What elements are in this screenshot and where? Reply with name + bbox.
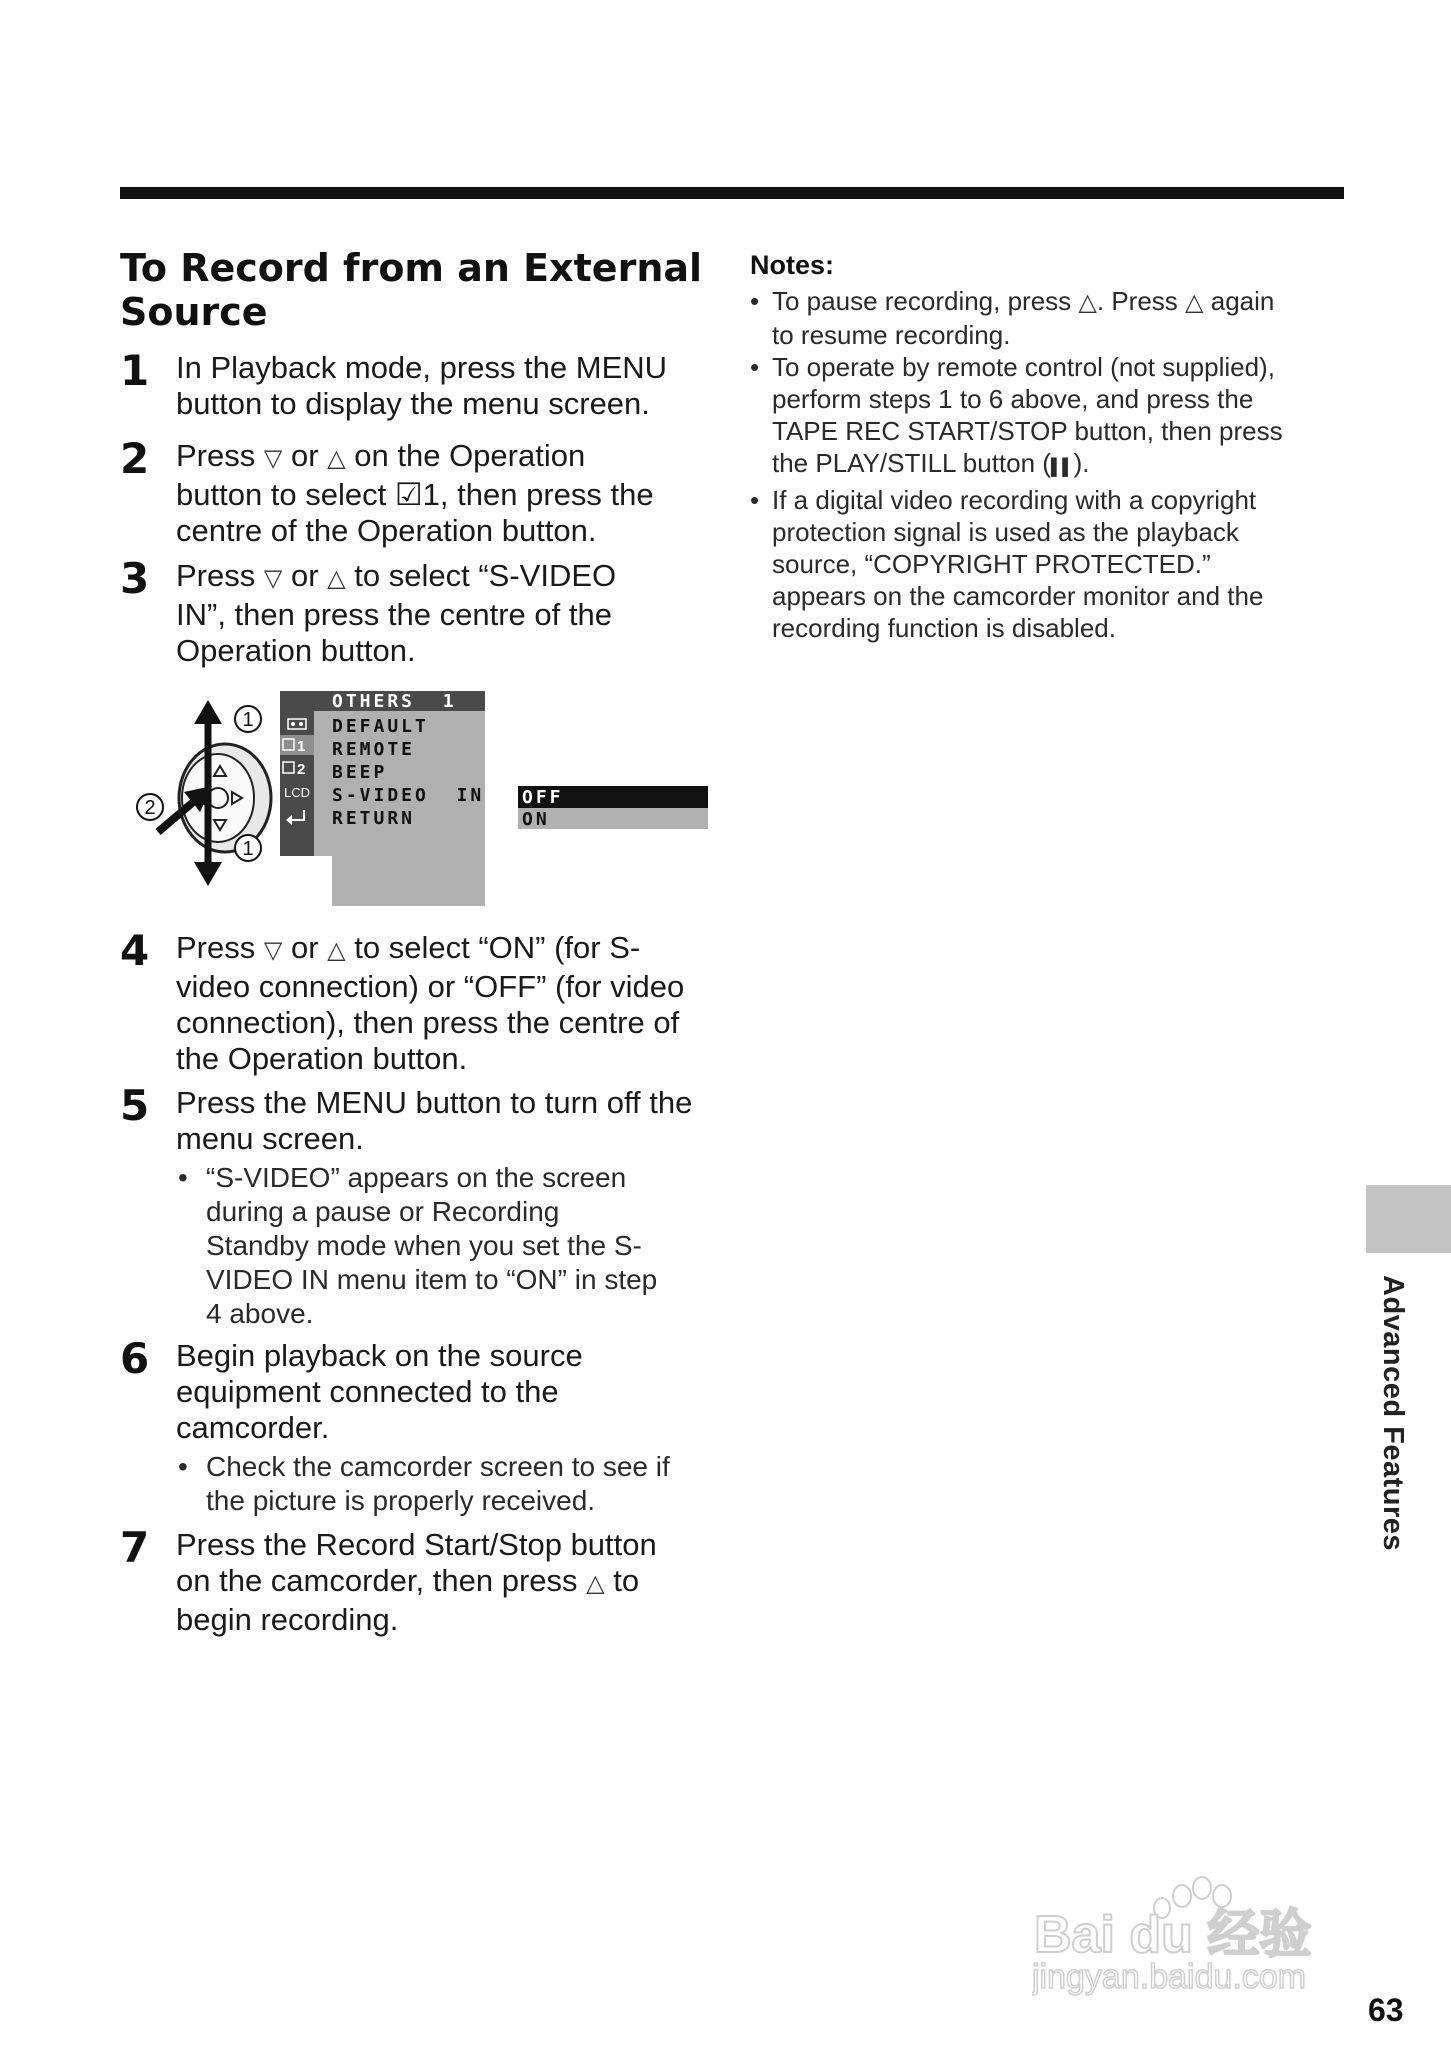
diagram-svg xyxy=(120,688,720,908)
up-arrow-icon: △ xyxy=(1185,289,1204,316)
step-text-line xyxy=(176,438,720,477)
up-arrow-icon: △ xyxy=(327,445,346,472)
step-text-line xyxy=(176,558,720,597)
bullet-icon: • xyxy=(750,485,760,515)
step-number: 1 xyxy=(120,346,150,395)
step-text-line xyxy=(176,1563,720,1602)
step-text-line: button to display the menu screen. xyxy=(176,386,650,421)
diagram-label: 1 xyxy=(242,838,254,860)
diagram-label: 1 xyxy=(242,709,254,731)
heading-line-1: To Record from an External xyxy=(120,246,703,290)
step-text-line: equipment connected to the xyxy=(176,1374,559,1409)
note-line: to resume recording. xyxy=(772,320,1011,350)
menu-item-default: DEFAULT xyxy=(332,716,429,737)
step-text-line: Begin playback on the source xyxy=(176,1338,583,1373)
note-line xyxy=(772,447,1350,484)
note-line: perform steps 1 to 6 above, and press the xyxy=(772,384,1254,414)
up-arrow-icon: △ xyxy=(586,1570,605,1597)
down-arrow-icon: ▽ xyxy=(263,445,283,472)
step-text-line: IN”, then press the centre of the xyxy=(176,597,612,632)
step-text: to select “ON” (for S- xyxy=(354,930,641,965)
watermark-svg xyxy=(1032,1868,1368,1996)
bullet-icon: • xyxy=(750,286,760,316)
bullet-line: 4 above. xyxy=(206,1298,314,1329)
page-number: 63 xyxy=(1368,1992,1404,2028)
step-2 xyxy=(120,434,720,549)
step-text: to select “S-VIDEO xyxy=(354,558,617,593)
step-text-line: menu screen. xyxy=(176,1121,364,1156)
step-text-line: Operation button. xyxy=(176,633,416,668)
note-line: source, “COPYRIGHT PROTECTED.” xyxy=(772,549,1211,579)
step-4 xyxy=(120,926,720,1077)
step-text: on the Operation xyxy=(354,438,586,473)
down-arrow-icon: ▽ xyxy=(263,565,283,592)
note-text: again xyxy=(1210,286,1275,316)
step-text: Press xyxy=(176,930,256,965)
menu-check-icon: ☑ xyxy=(394,477,423,512)
step-text: Press xyxy=(176,558,256,593)
step-text: 1, then press the xyxy=(422,477,654,512)
step-text-line: connection), then press the centre of xyxy=(176,1005,680,1040)
step-6 xyxy=(120,1334,720,1518)
watermark-url: jingyan.baidu.com xyxy=(1032,1958,1307,1996)
menu-diagram xyxy=(120,688,720,908)
step-text: button to select xyxy=(176,477,387,512)
up-arrow-icon: △ xyxy=(327,937,346,964)
note-2 xyxy=(750,351,1350,484)
bullet-line: VIDEO IN menu item to “ON” in step xyxy=(206,1264,658,1295)
step-text-line: begin recording. xyxy=(176,1602,399,1637)
lcd-icon: LCD xyxy=(284,785,311,800)
circled-number-2 xyxy=(137,794,163,820)
step-text-line: the Operation button. xyxy=(176,1041,468,1076)
menu-item-beep: BEEP xyxy=(332,762,388,783)
notes-section xyxy=(750,250,1350,644)
note-line: appears on the camcorder monitor and the xyxy=(772,581,1264,611)
step-text: or xyxy=(290,438,319,473)
notes-title: Notes: xyxy=(750,250,835,280)
pause-icon: ▌▌ xyxy=(1050,459,1074,476)
step-3 xyxy=(120,554,720,669)
bullet-line: Check the camcorder screen to see if xyxy=(206,1451,670,1482)
step-text: to xyxy=(613,1563,640,1598)
step-5-bullet xyxy=(178,1161,720,1331)
menu-icon-label: 1 xyxy=(297,738,306,755)
step-number: 7 xyxy=(120,1523,150,1572)
note-text: ). xyxy=(1073,448,1090,478)
note-line: protection signal is used as the playback xyxy=(772,517,1239,547)
step-text-line: video connection) or “OFF” (for video xyxy=(176,969,685,1004)
bullet-line: Standby mode when you set the S- xyxy=(206,1230,642,1261)
step-number: 2 xyxy=(120,434,150,483)
step-text: or xyxy=(290,558,319,593)
step-text-line: Press the MENU button to turn off the xyxy=(176,1085,693,1120)
menu-item-return: RETURN xyxy=(332,808,416,829)
step-text: or xyxy=(290,930,319,965)
step-1 xyxy=(120,346,720,422)
baidu-watermark xyxy=(1032,1868,1368,1996)
step-5 xyxy=(120,1081,720,1331)
circled-number-1-top xyxy=(235,706,261,732)
up-arrow-icon: △ xyxy=(1078,289,1097,316)
bullet-icon: • xyxy=(178,1162,188,1193)
bullet-line: “S-VIDEO” appears on the screen xyxy=(206,1162,627,1193)
menu-title: OTHERS 1 xyxy=(332,691,457,712)
note-line xyxy=(772,285,1350,319)
section-tab-label: Advanced Features xyxy=(1377,1275,1409,1552)
diagram-label: 2 xyxy=(144,797,156,819)
step-7 xyxy=(120,1523,720,1638)
section-tab xyxy=(1366,1185,1451,1253)
menu-icon-label: 2 xyxy=(297,761,306,778)
step-text: on the camcorder, then press xyxy=(176,1563,578,1598)
step-number: 6 xyxy=(120,1334,150,1383)
step-text-line: Press the Record Start/Stop button xyxy=(176,1527,657,1562)
bullet-icon: • xyxy=(178,1451,188,1482)
step-text-line xyxy=(176,930,720,969)
section-heading xyxy=(120,246,720,334)
note-text: the PLAY/STILL button ( xyxy=(772,448,1051,478)
watermark-brand: Bai du 经验 xyxy=(1034,1906,1312,1964)
circled-number-1-bottom xyxy=(235,835,261,861)
menu-panel-left xyxy=(314,711,332,856)
menu-item-s-video-in: S-VIDEO IN xyxy=(332,785,485,806)
note-3 xyxy=(750,484,1350,644)
step-number: 5 xyxy=(120,1081,150,1130)
option-on: ON xyxy=(522,809,550,830)
bullet-icon: • xyxy=(750,352,760,382)
step-text: Press xyxy=(176,438,256,473)
note-line: If a digital video recording with a copyright xyxy=(772,485,1257,515)
note-line: TAPE REC START/STOP button, then press xyxy=(772,416,1283,446)
up-arrow-icon: △ xyxy=(327,565,346,592)
note-text: To pause recording, press xyxy=(772,286,1072,316)
top-rule xyxy=(120,187,1344,199)
step-number: 3 xyxy=(120,554,150,603)
note-line: recording function is disabled. xyxy=(772,613,1116,643)
step-text-line: centre of the Operation button. xyxy=(176,513,597,548)
heading-line-2: Source xyxy=(120,290,268,334)
bullet-line: the picture is properly received. xyxy=(206,1485,596,1516)
note-1 xyxy=(750,285,1350,351)
down-arrow-icon: ▽ xyxy=(263,937,283,964)
note-line: To operate by remote control (not supplied), xyxy=(772,352,1275,382)
step-text-line xyxy=(176,477,720,513)
step-text-line: camcorder. xyxy=(176,1410,330,1445)
note-text: . Press xyxy=(1096,286,1178,316)
menu-item-remote: REMOTE xyxy=(332,739,416,760)
step-number: 4 xyxy=(120,926,150,975)
step-text-line: In Playback mode, press the MENU xyxy=(176,350,668,385)
bullet-line: during a pause or Recording xyxy=(206,1196,560,1227)
step-6-bullet xyxy=(178,1450,720,1518)
option-off: OFF xyxy=(522,787,564,808)
